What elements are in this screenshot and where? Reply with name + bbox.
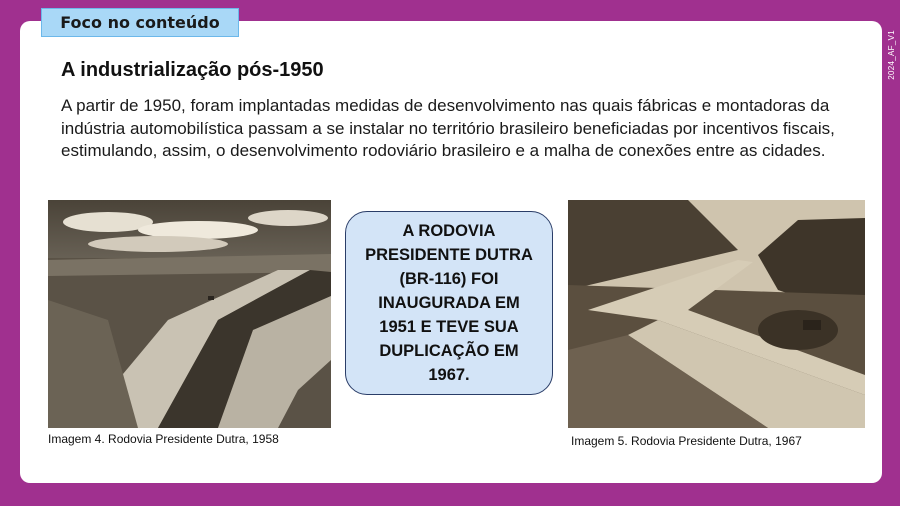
highway-photo-1958 (48, 200, 331, 428)
caption-image-5: Imagem 5. Rodovia Presidente Dutra, 1967 (571, 434, 802, 448)
lead-paragraph: A partir de 1950, foram implantadas medidas de desenvolvimento nas quais fábricas e montadoras da indústria automobilística passam a se instalar no território brasileiro beneficiadas por incentivos fiscais, estimulando, assim, o desenvolvimento rodoviário brasileiro e a malha de conexões entre as cidades. (61, 96, 835, 160)
highlight-callout: A RODOVIA PRESIDENTE DUTRA (BR-116) FOI INAUGURADA EM 1951 E TEVE SUA DUPLICAÇÃO EM 1967. (345, 211, 553, 395)
highway-photo-1967 (568, 200, 865, 428)
caption-image-4: Imagem 4. Rodovia Presidente Dutra, 1958 (48, 432, 279, 446)
document-code: 2024_AF_V1 (887, 30, 896, 80)
section-tag: Foco no conteúdo (41, 8, 239, 37)
page-title: A industrialização pós-1950 (61, 59, 324, 81)
